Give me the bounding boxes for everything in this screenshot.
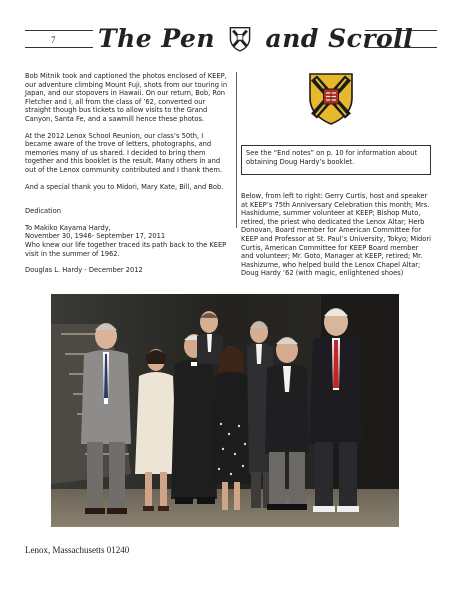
- masthead-title-right: and Scroll: [265, 24, 414, 53]
- signature: Douglas L. Hardy - December 2012: [25, 266, 143, 275]
- intro-column: [25, 72, 230, 275]
- intro-paragraph-photos: Bob Mitnik took and captioned the photos enclosed of KEEP, our adventure climbing Mount Fuji, shots from our touring in Japan, and our stopovers in Hawaii. On our return, Bob, Ron Fletcher and I, all from the class of ’62, converted our straight though bus tickets to allow visits to the Grand Canyon, Santa Fe, and a sawmill hence these photos.: [25, 72, 228, 123]
- photo-caption: Below, from left to right: Gerry Curtis, host and speaker at KEEP’s 75th Anniversary Celebration this month; Mrs. Hashidume, summer volunteer at KEEP; Bishop Muto, retired, the priest who dedicated the Lenox Altar; Herb Donovan, Board member for American Committee for KEEP and Professor at St. Paul’s University, Tokyo; Midori Curtis, American Committee for KEEP Board member and volunteer; Mr. Goto, Manager at KEEP, retired; Mr. Hashizume, who helped build the Lenox Chapel Altar; Doug Hardy ’62 (with magic, enlightened shoes): [241, 192, 431, 278]
- header-rule-left-bottom: [25, 47, 93, 48]
- masthead-title-left: The Pen: [98, 24, 216, 53]
- school-crest-icon: [227, 26, 253, 52]
- school-crest-icon: [308, 72, 354, 126]
- group-photo: [51, 294, 399, 527]
- dedication-line-dates: November 30, 1946- September 17, 2011: [25, 232, 166, 241]
- group-photo-illustration: [51, 294, 399, 527]
- column-divider: [236, 72, 237, 228]
- masthead-title: [98, 22, 414, 56]
- intro-paragraph-thanks: And a special thank you to Midori, Mary Kate, Bill, and Bob.: [25, 182, 224, 191]
- footer-address: Lenox, Massachusetts 01240: [25, 545, 130, 555]
- dedication-heading: Dedication: [25, 207, 61, 216]
- intro-paragraph-reunion: At the 2012 Lenox School Reunion, our class’s 50th, I became aware of the trove of letters, photographs, and memories many of us shared. I decided to bring them together and this booklet is the result. Many others in and out of the Lenox community contributed and I thank them.: [25, 131, 222, 174]
- page-number: 7: [51, 35, 56, 45]
- end-notes-box: See the “End notes” on p. 10 for information about obtaining Doug Hardy’s booklet.: [241, 145, 431, 175]
- dedication-line-text: Who knew our life together traced its path back to the KEEP visit in the summer of 1962.: [25, 240, 227, 258]
- dedication-line-name: To Makiko Kayama Hardy,: [25, 223, 111, 232]
- header-rule-left-top: [25, 30, 93, 31]
